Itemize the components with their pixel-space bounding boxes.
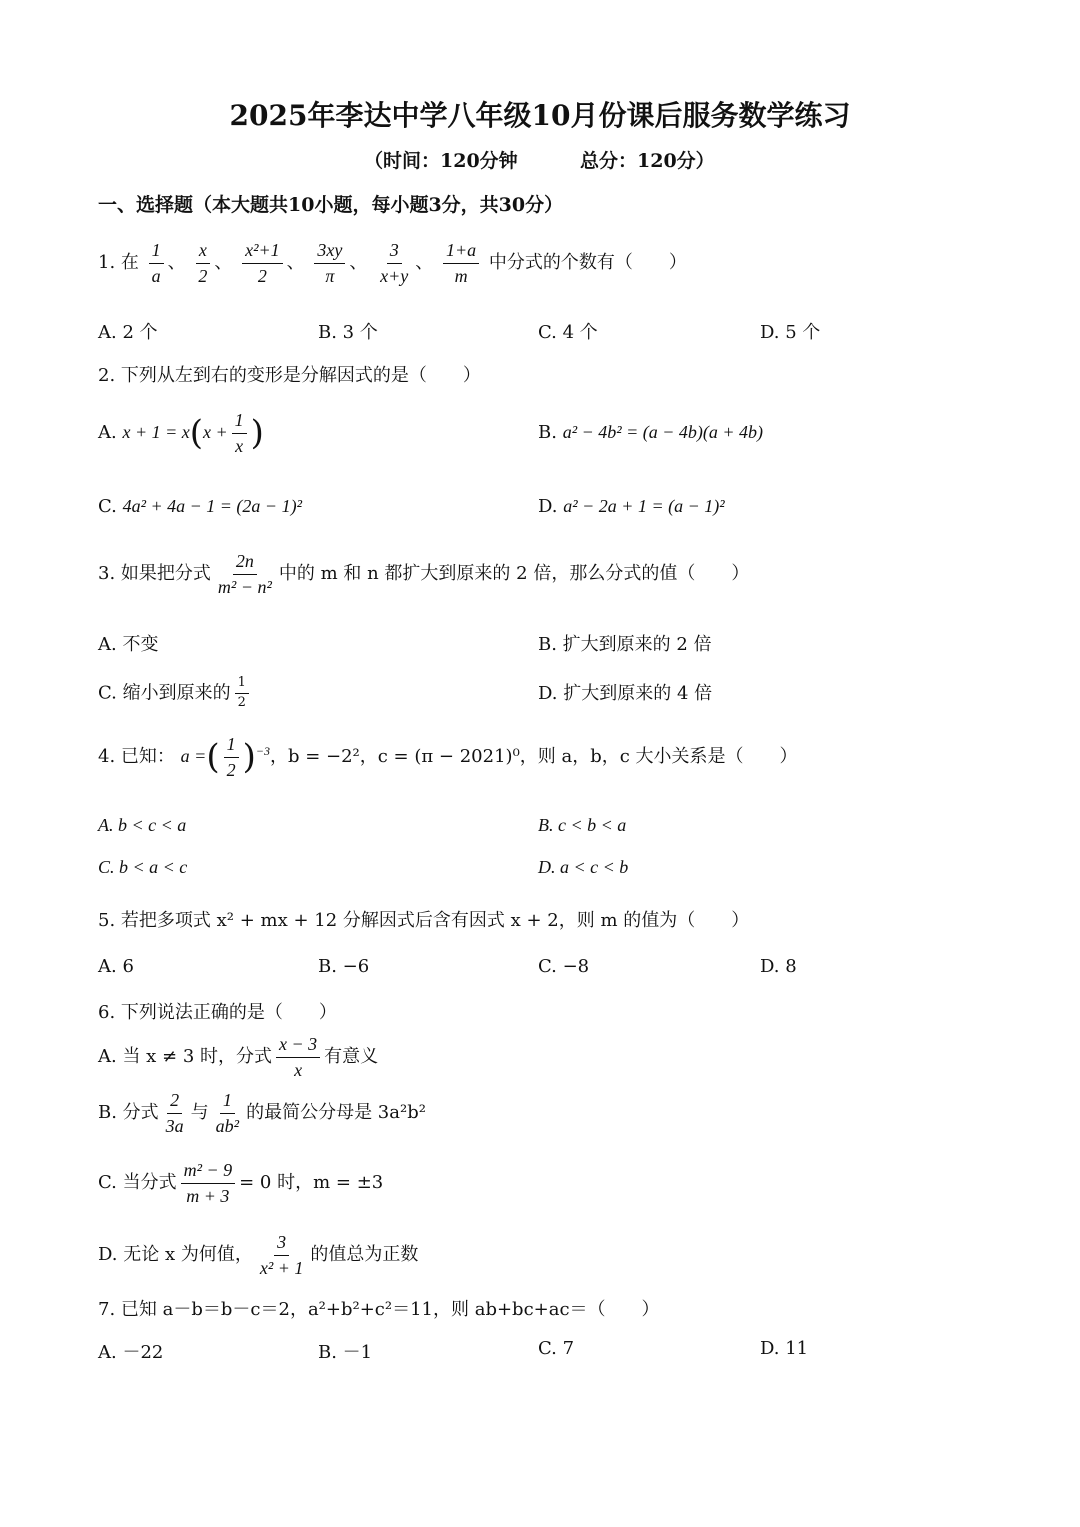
option-c: C. 4 个 [538, 322, 598, 343]
question-4: 4. 已知： a =( $\frac{1}{2}$ )$^{-3}$，b = −2²，c = (π − 2021)⁰，则 a，b，c 大小关系是（ ） [98, 734, 798, 780]
option-c: C. 4a² + 4a − 1 = (2a − 1)² [98, 496, 302, 517]
option-d: D. a² − 2a + 1 = (a − 1)² [538, 496, 725, 517]
question-6 [98, 998, 337, 1024]
option-d: D. 扩大到原来的 4 倍 [538, 683, 713, 704]
option-c: C. −8 [538, 956, 590, 977]
question-tail: 中分式的个数有（ ） [488, 252, 687, 274]
section-heading: 一、选择题（本大题共10小题，每小题3分，共30分） [98, 194, 564, 216]
fraction: $\frac{2}{3a}$ [165, 1090, 184, 1136]
fraction: $\frac{3xy}{\pi}$ [314, 240, 345, 286]
option-a: A. 不变 [98, 634, 159, 655]
option-d: D. 5 个 [760, 322, 821, 343]
page-title: 2025年李达中学八年级10月份课后服务数学练习 [229, 99, 851, 132]
option-b: B. 3 个 [318, 322, 378, 343]
option-c: C. 7 [538, 1338, 575, 1359]
fraction: $\frac{3}{x+y}$ [380, 240, 409, 286]
exam-time: （时间：120分钟 [364, 150, 518, 172]
question-5 [98, 906, 749, 932]
question-3: 3. 如果把分式 $\frac{2n}{\text{m² − n²}}$ 中的 m 和 n 都扩大到原来的 2 倍，那么分式的值（ ） [98, 551, 750, 597]
fraction: $\frac{\text{m² − 9}}{m + 3}$ [181, 1160, 236, 1206]
option-b: B. 分式 $\frac{2}{3a}$ 与 $\frac{1}{\text{ab²}}$ 的最简公分母是 3a²b² [98, 1090, 426, 1136]
option-b: B. －1 [318, 1342, 373, 1363]
option-b: B. 扩大到原来的 2 倍 [538, 634, 712, 655]
question-number: 2. [98, 365, 116, 386]
option-a: A. 当 x ≠ 3 时，分式 $\frac{x - 3}{x}$ 有意义 [98, 1034, 379, 1080]
option-d: D. 11 [760, 1338, 809, 1359]
question-2 [98, 361, 481, 387]
fraction: $\frac{3}{\text{x² + 1}}$ [259, 1232, 304, 1278]
option-a: A. 6 [98, 956, 134, 977]
question-number: 3. [98, 563, 116, 585]
question-number: 6. [98, 1002, 116, 1023]
question-lead: 在 [120, 252, 139, 274]
option-c: C. b < a < c [98, 857, 188, 877]
option-a: A. b < c < a [98, 815, 187, 835]
fraction: $\frac{2n}{\text{m² − n²}}$ [217, 551, 272, 597]
option-d: D. a < c < b [538, 857, 629, 877]
option-a: A. 2 个 [98, 322, 158, 343]
option-d: D. 无论 x 为何值， $\frac{3}{\text{x² + 1}}$ 的值总为正数 [98, 1232, 419, 1278]
question-stem: 若把多项式 x² + mx + 12 分解因式后含有因式 x + 2，则 m 的值为（ ） [120, 910, 750, 931]
fraction: $\frac{1}{2}$ [224, 734, 239, 780]
question-stem: 已知 a－b＝b－c＝2，a²+b²+c²＝11，则 ab+bc+ac＝（ ） [120, 1299, 660, 1320]
option-d: D. 8 [760, 956, 797, 977]
option-b: B. a² − 4b² = (a − 4b)(a + 4b) [538, 422, 764, 443]
fraction: $\frac{x - 3}{x}$ [276, 1034, 320, 1080]
option-b: B. c < b < a [538, 815, 627, 835]
question-number: 5. [98, 910, 116, 931]
option-c: C. 缩小到原来的 $\frac{1}{2}$ [98, 676, 253, 711]
question-7 [98, 1295, 660, 1321]
question-number: 4. [98, 746, 116, 768]
fraction: $\frac{x}{2}$ [195, 240, 210, 286]
option-c: C. 当分式 $\frac{\text{m² − 9}}{m + 3}$ = 0 时，m = ±3 [98, 1160, 384, 1206]
fraction: $\frac{\text{x²+1}}{2}$ [242, 240, 283, 286]
fraction: $\frac{1+a}{m}$ [443, 240, 479, 286]
question-stem: 下列说法正确的是（ ） [120, 1002, 337, 1023]
fraction: $\frac{1}{a}$ [149, 240, 164, 286]
question-number: 1. [98, 252, 116, 274]
option-a: A. x + 1 = x(x + $\frac{1}{x}$ ) [98, 410, 264, 456]
exam-total-score: 总分：120分） [580, 150, 715, 172]
option-b: B. −6 [318, 956, 370, 977]
option-a: A. －22 [98, 1342, 164, 1363]
question-stem: 下列从左到右的变形是分解因式的是（ ） [120, 365, 481, 386]
question-1: 1. 在 $\frac{1}{a}$ 、 $\frac{x}{2}$ 、 $\frac{\text{x²+1}}{2}$ 、 $\frac{3xy}{\pi}$ 、 $\frac{3}{x+y}$ 、 $\frac{1+a}{m}$ 中分式的个数有（ ） [98, 240, 687, 286]
fraction: $\frac{1}{2}$ [235, 676, 249, 711]
fraction: $\frac{1}{x}$ [232, 410, 247, 456]
question-number: 7. [98, 1299, 116, 1320]
fraction: $\frac{1}{\text{ab²}}$ [215, 1090, 240, 1136]
